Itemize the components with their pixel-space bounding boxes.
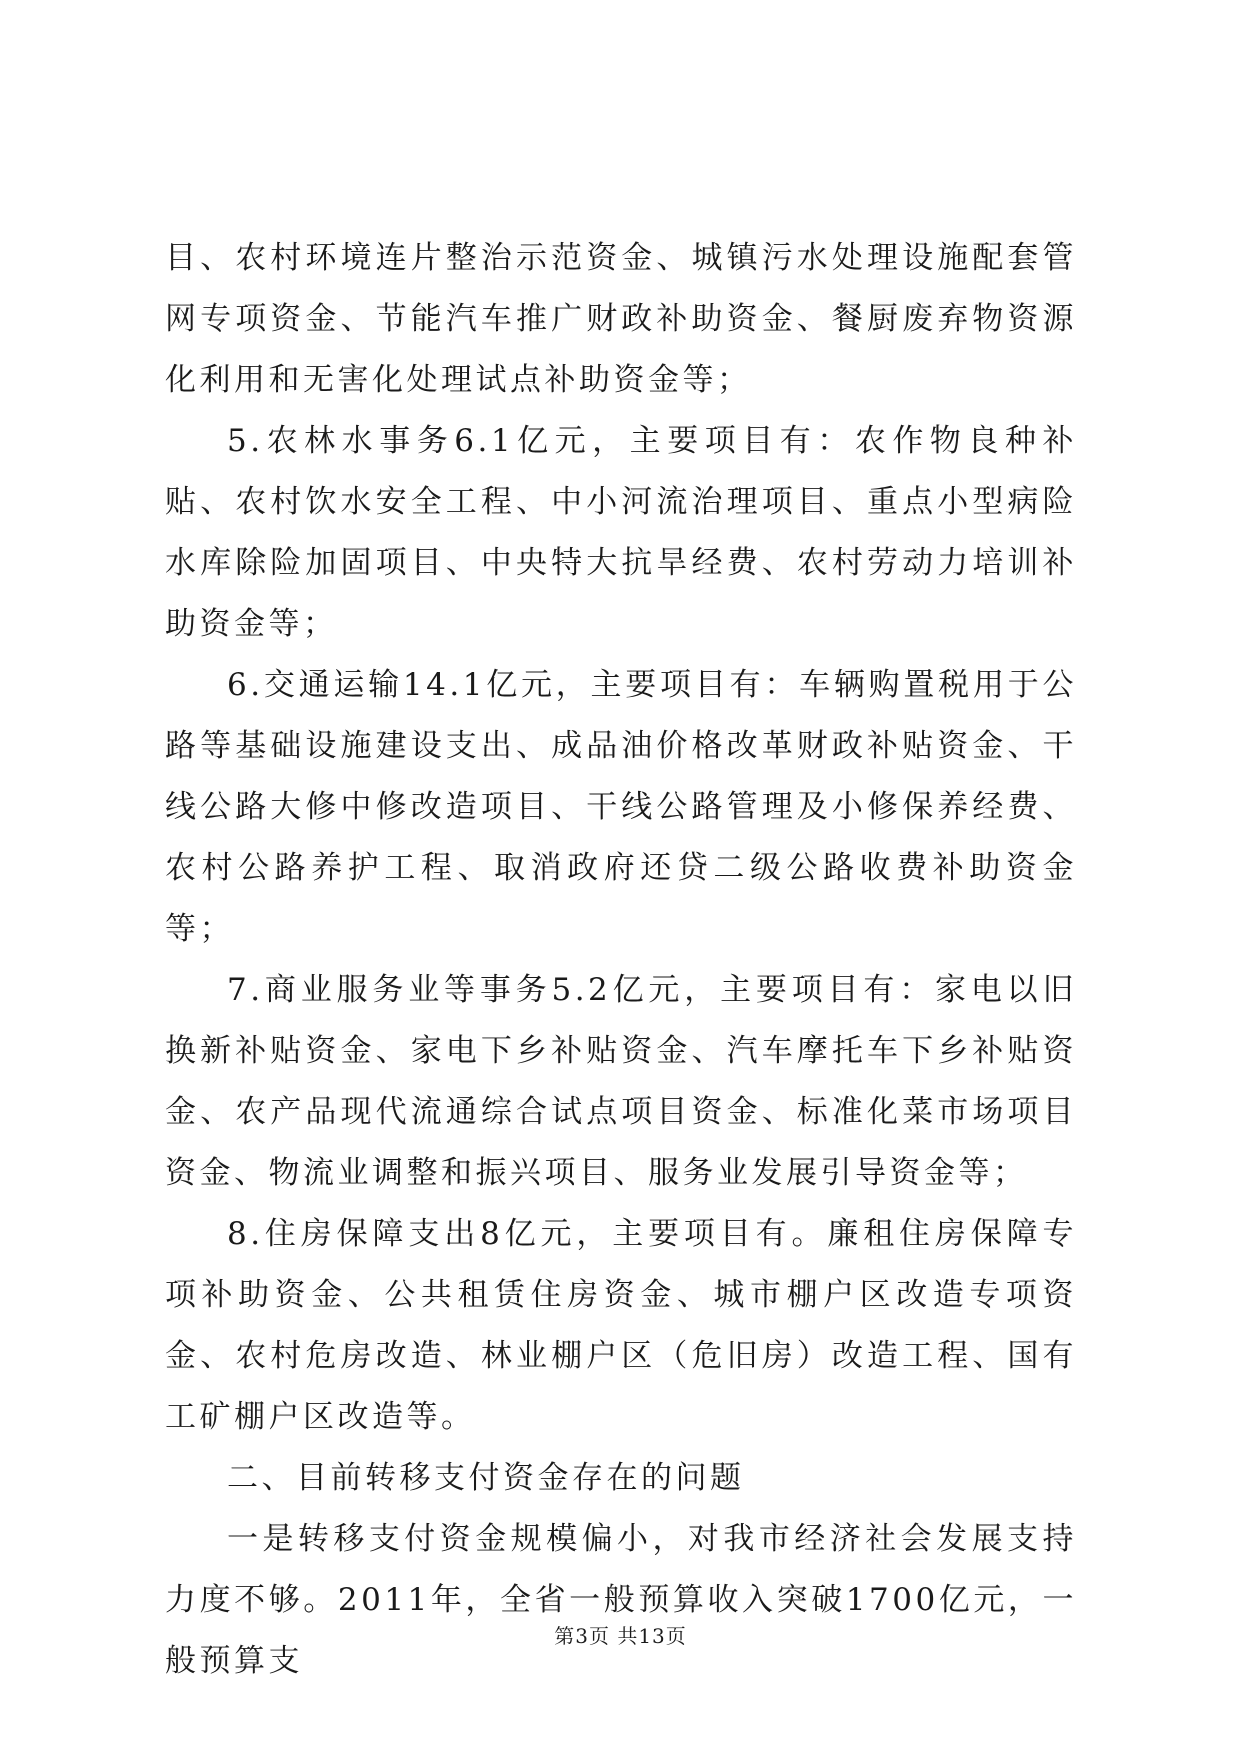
paragraph-continuation: 目、农村环境连片整治示范资金、城镇污水处理设施配套管网专项资金、节能汽车推广财政补助资金、餐厨废弃物资源化利用和无害化处理试点补助资金等；: [165, 240, 1077, 398]
paragraph-item-7: 7.商业服务业等事务5.2亿元，主要项目有：家电以旧换新补贴资金、家电下乡补贴资金、汽车摩托车下乡补贴资金、农产品现代流通综合试点项目资金、标准化菜市场项目资金、物流业调整和振兴项目、服务业发展引导资金等；: [165, 972, 1077, 1191]
paragraph-item-6: 6.交通运输14.1亿元，主要项目有：车辆购置税用于公路等基础设施建设支出、成品油价格改革财政补贴资金、干线公路大修中修改造项目、干线公路管理及小修保养经费、农村公路养护工程、取消政府还贷二级公路收费补助资金等；: [165, 667, 1077, 947]
paragraph-item-8: 8.住房保障支出8亿元，主要项目有。廉租住房保障专项补助资金、公共租赁住房资金、城市棚户区改造专项资金、农村危房改造、林业棚户区（危旧房）改造工程、国有工矿棚户区改造等。: [165, 1216, 1077, 1435]
document-body: [165, 228, 1077, 1692]
page-number-footer: 第3页 共13页: [554, 1624, 687, 1648]
paragraph-item-5: 5.农林水事务6.1亿元，主要项目有：农作物良种补贴、农村饮水安全工程、中小河流治理项目、重点小型病险水库除险加固项目、中央特大抗旱经费、农村劳动力培训补助资金等；: [165, 423, 1077, 642]
paragraph-problem-1: 一是转移支付资金规模偏小，对我市经济社会发展支持力度不够。2011年，全省一般预算收入突破1700亿元，一般预算支: [165, 1521, 1077, 1679]
section-heading: 二、目前转移支付资金存在的问题: [227, 1460, 745, 1496]
